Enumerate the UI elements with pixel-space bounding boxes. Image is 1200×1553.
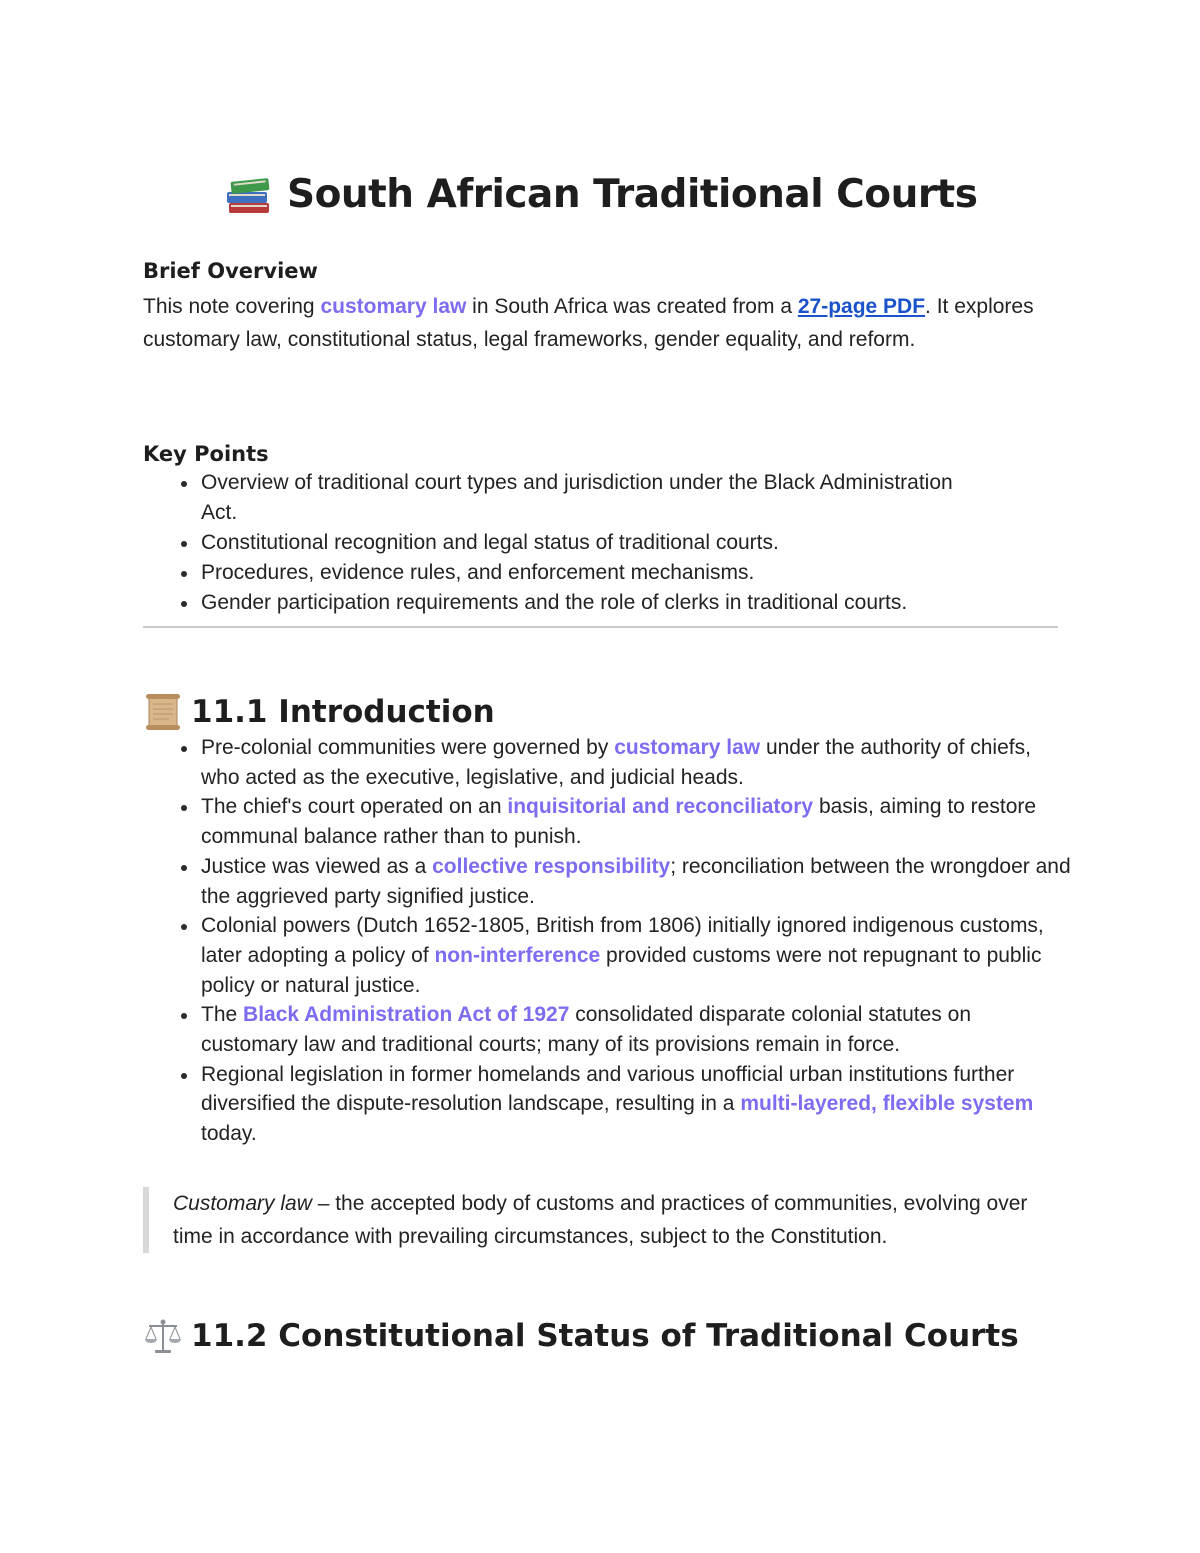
overview-text-2: in South Africa was created from a	[466, 295, 798, 318]
books-icon	[225, 173, 273, 217]
highlight-term: collective responsibility	[432, 854, 671, 878]
item-text: provided customs were not repugnant to public policy or natural justice.	[201, 943, 1042, 997]
section-divider	[143, 626, 1058, 628]
section-1-title: 11.1 Introduction	[191, 693, 495, 730]
list-item: Constitutional recognition and legal status of traditional courts.	[201, 528, 991, 558]
list-item: Procedures, evidence rules, and enforcement mechanisms.	[201, 558, 991, 588]
list-item	[201, 733, 1071, 792]
list-item: Gender participation requirements and the role of clerks in traditional courts.	[201, 588, 991, 618]
highlight-term: inquisitorial and reconciliatory	[507, 795, 814, 819]
key-points-heading: Key Points	[143, 442, 269, 466]
list-item: Overview of traditional court types and jurisdiction under the Black Administration Act.	[201, 468, 991, 528]
pdf-link[interactable]: 27-page PDF	[797, 295, 926, 318]
item-text: ; reconciliation between the wrongdoer and the aggrieved party signified justice.	[201, 854, 1071, 908]
highlight-term: multi-layered, flexible system	[740, 1092, 1034, 1116]
scroll-icon	[143, 692, 183, 732]
overview-paragraph	[143, 290, 1043, 356]
item-text: consolidated disparate colonial statutes on customary law and traditional courts; many of its provisions remain in force.	[201, 1003, 972, 1057]
list-item	[201, 1000, 1071, 1059]
introduction-list	[143, 733, 1071, 1149]
item-text: Pre-colonial communities were governed by	[201, 736, 615, 759]
item-text: under the authority of chiefs, who acted as the executive, legislative, and judicial heads.	[201, 736, 1031, 789]
highlight-term: Black Administration Act of 1927	[243, 1003, 570, 1027]
highlight-term: customary law	[614, 736, 761, 759]
key-points-list	[143, 468, 991, 618]
quote-text: – the accepted body of customs and practices of communities, evolving over time in accordance with prevailing circumstances, subject to the Constitution.	[173, 1192, 1028, 1248]
overview-text-1: This note covering	[143, 295, 321, 318]
title-text: South African Traditional Courts	[287, 172, 978, 218]
list-item	[201, 911, 1071, 1000]
page-title	[225, 172, 1025, 217]
definition-quote	[143, 1187, 1058, 1253]
list-item	[201, 792, 1071, 851]
item-text: basis, aiming to restore communal balance rather than to punish.	[201, 795, 1037, 849]
item-text: Justice was viewed as a	[201, 854, 433, 878]
item-text: Regional legislation in former homelands and various unofficial urban institutions further diversified the dispute-resolution landscape, resulting in a	[201, 1062, 1015, 1116]
item-text: Colonial powers (Dutch 1652-1805, British from 1806) initially ignored indigenous customs, later adopting a policy of	[201, 914, 1044, 967]
overview-text-3: . It explores customary law, constitutional status, legal frameworks, gender equality, and reform.	[143, 295, 1034, 351]
overview-heading: Brief Overview	[143, 259, 318, 283]
quote-term: Customary law	[173, 1192, 312, 1215]
section-2-title: 11.2 Constitutional Status of Traditional Courts	[191, 1317, 1019, 1354]
highlight-customary-law: customary law	[320, 295, 467, 318]
section-1-heading	[143, 692, 495, 732]
item-text: The	[201, 1003, 244, 1027]
item-text: The chief's court operated on an	[201, 795, 508, 819]
list-item	[201, 852, 1071, 911]
item-text: today.	[201, 1122, 257, 1146]
list-item	[201, 1060, 1071, 1149]
balance-scale-icon	[143, 1316, 183, 1356]
highlight-term: non-interference	[434, 943, 601, 967]
section-2-heading	[143, 1316, 1019, 1356]
